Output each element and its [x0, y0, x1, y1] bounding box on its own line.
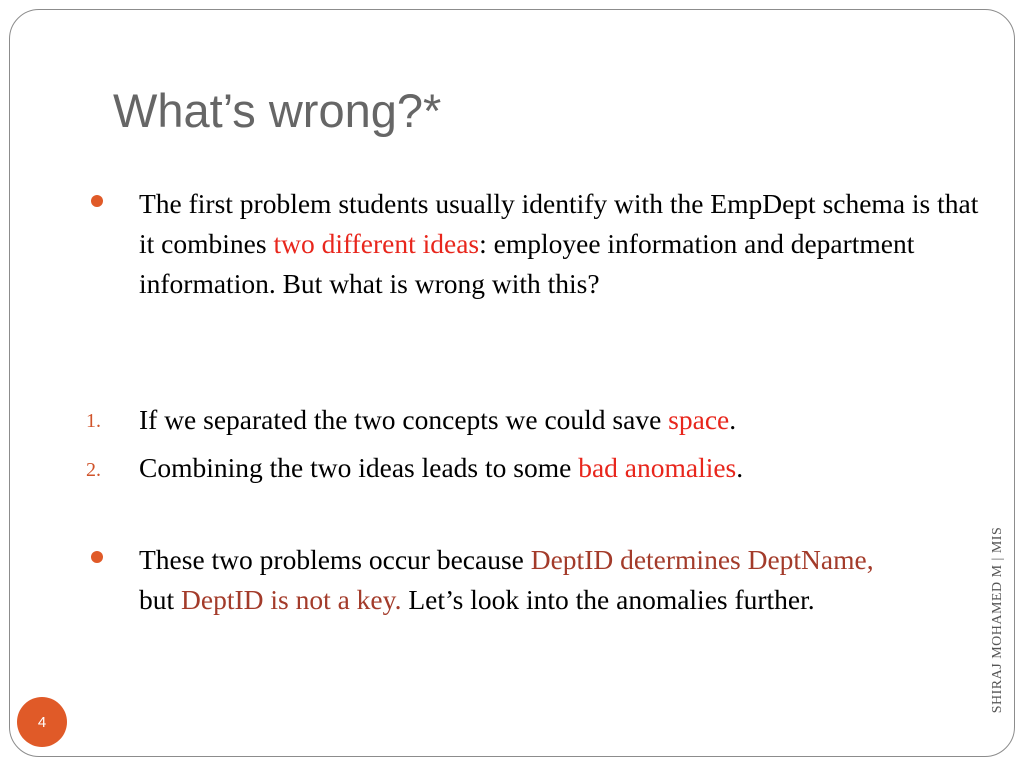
- list-item-2-text: Combining the two ideas leads to some: [139, 452, 579, 483]
- bullet-2-text-b: but: [139, 584, 182, 615]
- list-item-2-end: .: [736, 452, 744, 483]
- bullet-paragraph-1: [139, 184, 979, 304]
- bullet-paragraph-2: [139, 540, 899, 620]
- slide-title: What’s wrong?*: [113, 84, 442, 137]
- list-item-1: [139, 400, 979, 440]
- list-item-1-highlight: space: [668, 404, 730, 435]
- list-item-1-text: If we separated the two concepts we could save: [139, 404, 669, 435]
- list-number-2: 2.: [86, 459, 101, 481]
- list-item-2-highlight: bad anomalies: [578, 452, 737, 483]
- list-number-1: 1.: [86, 410, 101, 432]
- bullet-point-icon: [91, 551, 103, 563]
- bullet-2-text-c: Let’s look into the anomalies further.: [401, 584, 815, 615]
- bullet-1-highlight: two different ideas: [273, 228, 480, 259]
- author-footer: SHIRAJ MOHAMED M | MIS: [990, 526, 1005, 714]
- bullet-1-text-a: The first problem students usually identify with the EmpDept schema is that it combines: [139, 188, 979, 259]
- bullet-2-text-a: These two problems occur because: [139, 544, 531, 575]
- bullet-point-icon: [91, 195, 103, 207]
- bullet-2-highlight-2: DeptID is not a key.: [181, 584, 402, 615]
- list-item-1-end: .: [729, 404, 737, 435]
- bullet-1-text-b: : employee information and department information. But what is wrong with this?: [139, 228, 915, 299]
- page-number-badge: 4: [17, 697, 67, 747]
- bullet-2-highlight-1: DeptID determines DeptName,: [530, 544, 874, 575]
- list-item-2: [139, 448, 979, 488]
